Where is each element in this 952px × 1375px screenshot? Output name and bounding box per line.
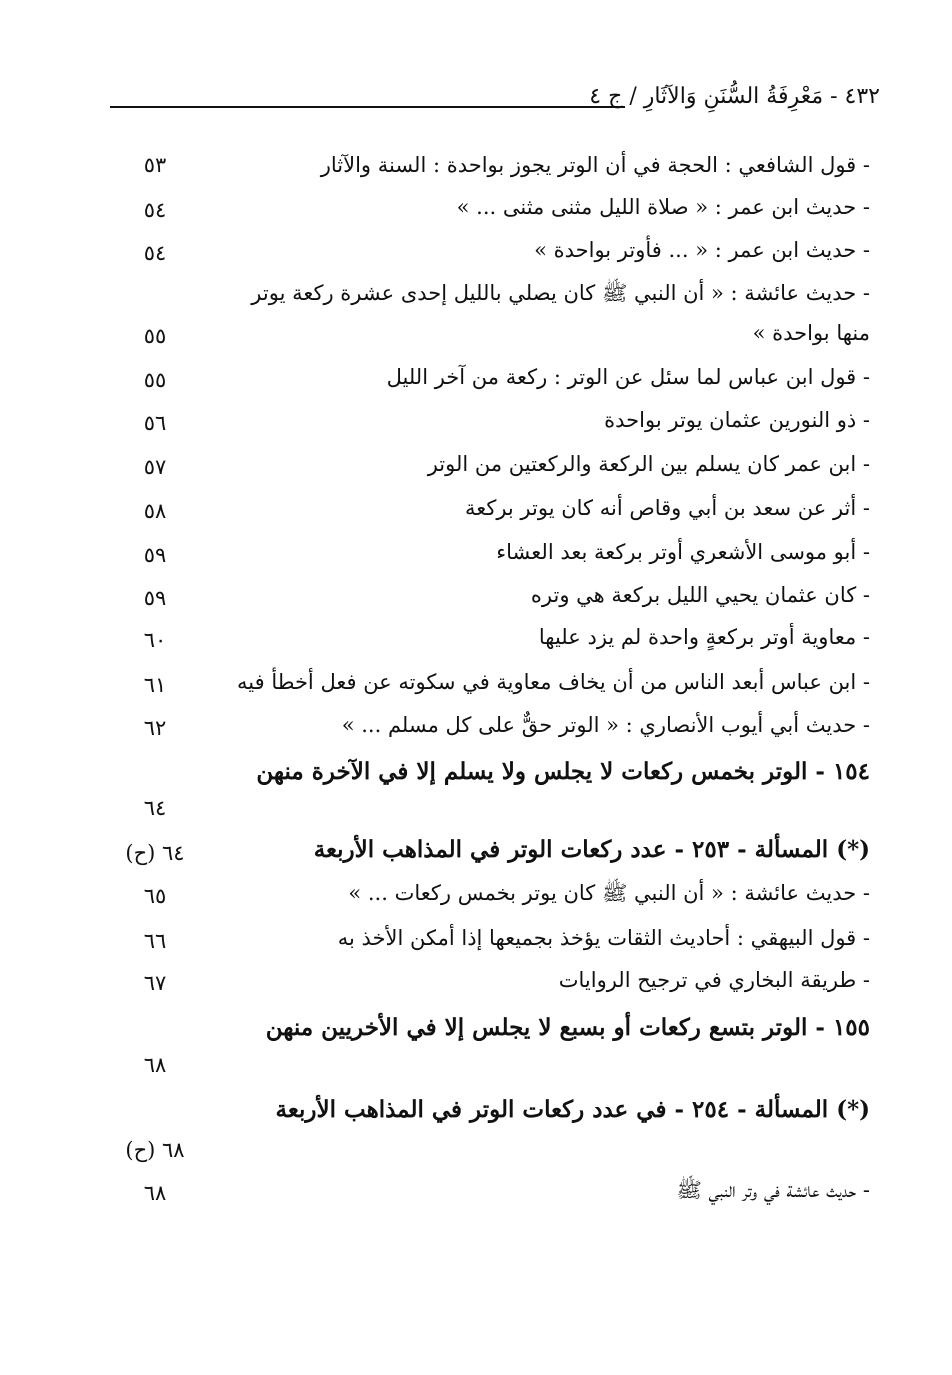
toc-entry-text: - أبو موسى الأشعري أوتر بركعة بعد العشاء (496, 540, 870, 564)
toc-page-number: ٥٤ (143, 241, 167, 265)
toc-page-number: ٦٧ (143, 971, 167, 995)
toc-entry-text: - حديث ابن عمر : « ... فأوتر بواحدة » (534, 238, 870, 262)
toc-page-number: ٥٥ (143, 368, 167, 392)
toc-entry-text: - ابن عمر كان يسلم بين الركعة والركعتين من الوتر (427, 452, 870, 476)
toc-entry-text: - معاوية أوتر بركعةٍ واحدة لم يزد عليها (538, 625, 870, 649)
toc-section-heading: (*) المسألة - ٢٥٣ - عدد ركعات الوتر في المذاهب الأربعة (313, 836, 870, 863)
toc-page-number: ٥٨ (143, 499, 167, 523)
toc-entry-text: - كان عثمان يحيي الليل بركعة هي وتره (530, 583, 870, 607)
toc-page-number: ٦٤ (143, 796, 167, 820)
toc-page-number: ٥٣ (143, 153, 167, 177)
toc-entry-text: - حديث ابن عمر : « صلاة الليل مثنى مثنى ... » (456, 195, 870, 219)
toc-section-heading: ١٥٥ - الوتر بتسع ركعات أو بسبع لا يجلس إلا في الأخريين منهن (265, 1014, 870, 1041)
toc-entry-text: - قول البيهقي : أحاديث الثقات يؤخذ بجميعها إذا أمكن الأخذ به (337, 926, 870, 950)
toc-page-number: ٦٨ (143, 1181, 167, 1205)
toc-entry-text: - قول الشافعي : الحجة في أن الوتر يجوز بواحدة : السنة والآثار (320, 153, 870, 177)
toc-entry-text: - حديث عائشة : « أن النبي ﷺ كان يوتر بخمس ركعات ... » (348, 881, 870, 905)
toc-page-number: ٦٤ (ح) (125, 841, 185, 865)
running-header-title: ٤٣٢ - مَعْرِفَةُ السُّنَنِ وَالآثَارِ / ج ٤ (589, 84, 880, 109)
toc-entry-text: - حديث عائشة : « أن النبي ﷺ كان يصلي بالليل إحدى عشرة ركعة يوتر منها بواحدة » (251, 281, 870, 345)
toc-entry-text: - ابن عباس أبعد الناس من أن يخاف معاوية في سكوته عن فعل أخطأ فيه (237, 670, 870, 694)
toc-entry-text: - قول ابن عباس لما سئل عن الوتر : ركعة من آخر الليل (386, 365, 870, 389)
toc-page-number: ٥٤ (143, 198, 167, 222)
toc-page-number: ٦٥ (143, 884, 167, 908)
toc-page-number: ٦٢ (143, 716, 167, 740)
toc-page-number: ٥٩ (143, 543, 167, 567)
toc-entry-text: - أثر عن سعد بن أبي وقاص أنه كان يوتر بركعة (464, 496, 870, 520)
toc-page-number: ٦١ (143, 673, 167, 697)
toc-section-heading: (*) المسألة - ٢٥٤ - في عدد ركعات الوتر في المذاهب الأربعة (275, 1096, 870, 1123)
toc-page-number: ٥٧ (143, 455, 167, 479)
toc-section-heading: ١٥٤ - الوتر بخمس ركعات لا يجلس ولا يسلم إلا في الآخرة منهن (256, 758, 870, 785)
toc-page-number: ٥٥ (143, 324, 167, 348)
toc-entry-text: - طريقة البخاري في ترجيح الروايات (558, 968, 870, 992)
toc-page-number: ٦٨ (ح) (125, 1138, 185, 1162)
toc-page-number: ٦٠ (143, 628, 167, 652)
toc-page-number: ٦٨ (143, 1053, 167, 1077)
toc-page-number: ٥٦ (143, 411, 167, 435)
toc-page-number: ٥٩ (143, 586, 167, 610)
toc-page-number: ٦٦ (143, 929, 167, 953)
toc-entry-text: - حديث عائشة في وتر النبي ﷺ (676, 1178, 870, 1202)
toc-entry-text: - ذو النورين عثمان يوتر بواحدة (604, 408, 870, 432)
toc-entry-text: - حديث أبي أيوب الأنصاري : « الوتر حقٌّ على كل مسلم ... » (341, 713, 870, 737)
